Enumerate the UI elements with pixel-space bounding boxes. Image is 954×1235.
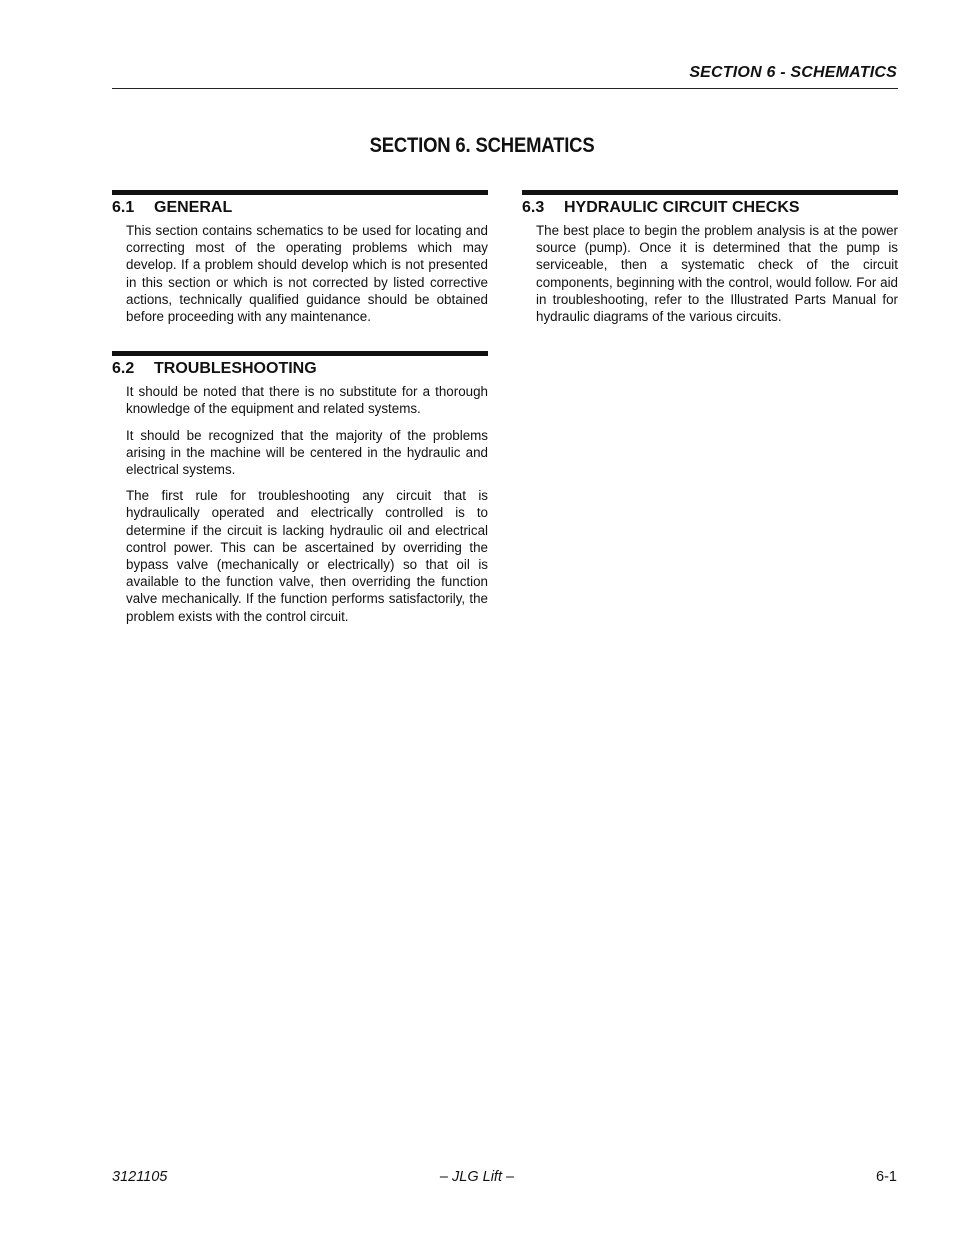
section-number: 6.1 [112,199,135,216]
section-rule [112,351,488,356]
section-heading [112,198,488,218]
section-hydraulic-circuit-checks [522,190,898,325]
section-number: 6.3 [522,199,545,216]
page-title: SECTION 6. SCHEMATICS [369,134,595,157]
header-rule [112,88,898,89]
section-general [112,190,488,325]
paragraph: It should be noted that there is no substitute for a thorough knowledge of the equipment and related systems. [126,384,488,417]
paragraph: The best place to begin the problem analysis is at the power source (pump). Once it is determined that the pump is serviceable, then a systematic check of the circuit components, beginning with the control, would follow. For aid in troubleshooting, refer to the Illustrated Parts Manual for hydraulic diagrams of the various circuits. [536,223,898,325]
paragraph: The first rule for troubleshooting any circuit that is hydraulically operated and electrically controlled is to determine if the circuit is lacking hydraulic oil and electrical control power. This can be ascertained by overriding the bypass valve (mechanically or electrically) so that oil is available to the function valve, then overriding the function valve mechanically. If the function performs satisfactorily, the problem exists with the control circuit. [126,488,488,624]
section-number: 6.2 [112,360,135,378]
section-title: TROUBLESHOOTING [154,360,317,378]
right-column [522,190,898,351]
section-body [112,222,488,325]
section-rule [112,190,488,195]
section-heading [112,359,488,379]
paragraph: It should be recognized that the majority of the problems arising in the machine will be centered in the hydraulic and electrical systems. [126,427,488,478]
footer-doc-number: 3121105 [112,1169,168,1185]
left-column [112,190,488,651]
section-title: GENERAL [154,199,233,216]
footer-publisher: – JLG Lift – [439,1169,515,1185]
footer-page-number: 6-1 [876,1169,897,1185]
section-body [522,222,898,325]
section-rule [522,190,898,195]
section-body [112,383,488,625]
paragraph: This section contains schematics to be used for locating and correcting most of the operating problems which may develop. If a problem should develop which is not presented in this section or which is not corrected by listed corrective actions, technically qualified guidance should be obtained before proceeding with any maintenance. [126,223,488,325]
section-title: HYDRAULIC CIRCUIT CHECKS [564,199,800,216]
running-header-title: SECTION 6 - SCHEMATICS [689,64,897,81]
section-heading [522,198,898,218]
section-troubleshooting [112,351,488,625]
